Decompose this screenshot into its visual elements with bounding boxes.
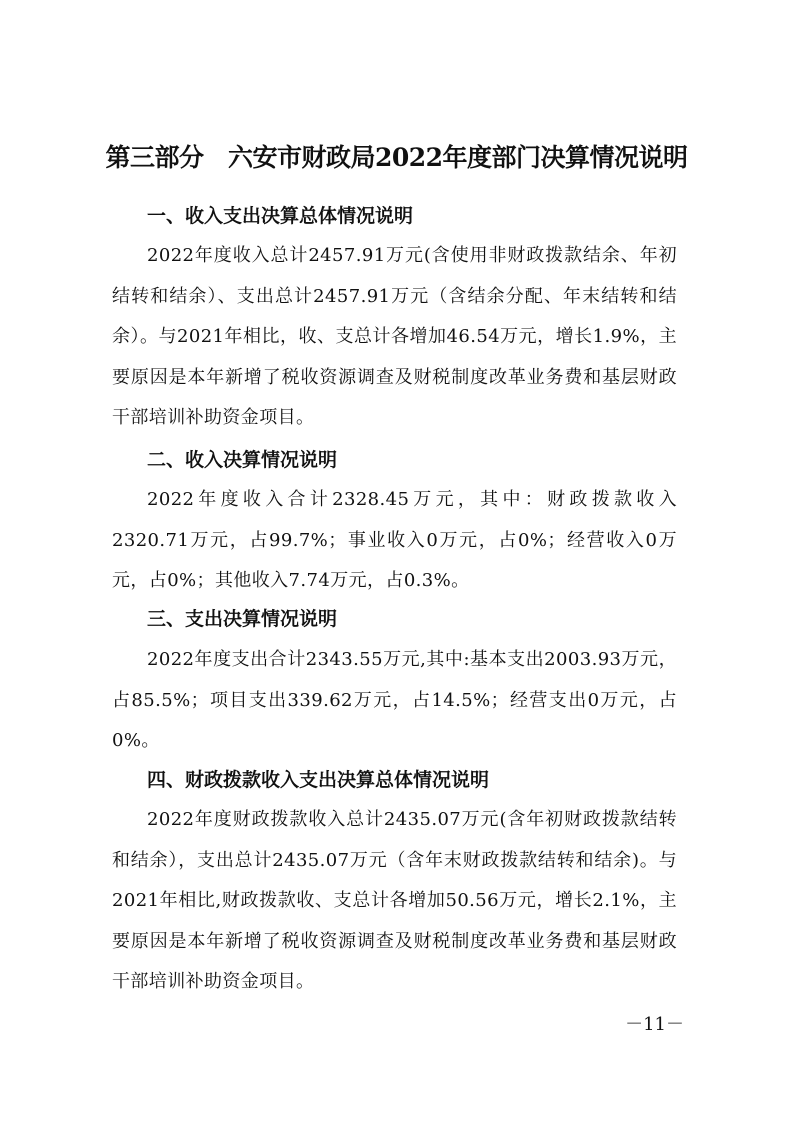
section-1-heading: 一、收入支出决算总体情况说明 — [147, 205, 414, 227]
section-4-heading: 四、财政拨款收入支出决算总体情况说明 — [147, 769, 490, 791]
section-2-heading: 二、收入决算情况说明 — [147, 449, 338, 471]
section-4-paragraph: 2022年度财政拨款收入总计2435.07万元(含年初财政拨款结转和结余），支出总计2435.07万元（含年末财政拨款结转和结余)。与2021年相比,财政拨款收、支总计各增加50.56万元，增长2.1%，主要原因是本年新增了税收资源调查及财税制度改革业务费和基层财政干部培训补助资金项目。 — [112, 809, 677, 993]
page-number: －11－ — [625, 1014, 684, 1035]
section-3-paragraph: 2022年度支出合计2343.55万元,其中:基本支出2003.93万元，占85.5%；项目支出339.62万元，占14.5%；经营支出0万元，占0%。 — [112, 649, 677, 752]
page-title: 第三部分 六安市财政局2022年度部门决算情况说明 — [105, 143, 688, 172]
section-1-paragraph: 2022年度收入总计2457.91万元(含使用非财政拨款结余、年初结转和结余）、支出总计2457.91万元（含结余分配、年末结转和结余）。与2021年相比，收、支总计各增加46.54万元，增长1.9%，主要原因是本年新增了税收资源调查及财税制度改革业务费和基层财政干部培训补助资金项目。 — [112, 245, 677, 429]
section-3-heading: 三、支出决算情况说明 — [147, 608, 338, 630]
section-2-paragraph: 2022年度收入合计2328.45万元，其中：财政拨款收入2320.71万元，占99.7%；事业收入0万元，占0%；经营收入0万元，占0%；其他收入7.74万元，占0.3%。 — [112, 489, 677, 592]
